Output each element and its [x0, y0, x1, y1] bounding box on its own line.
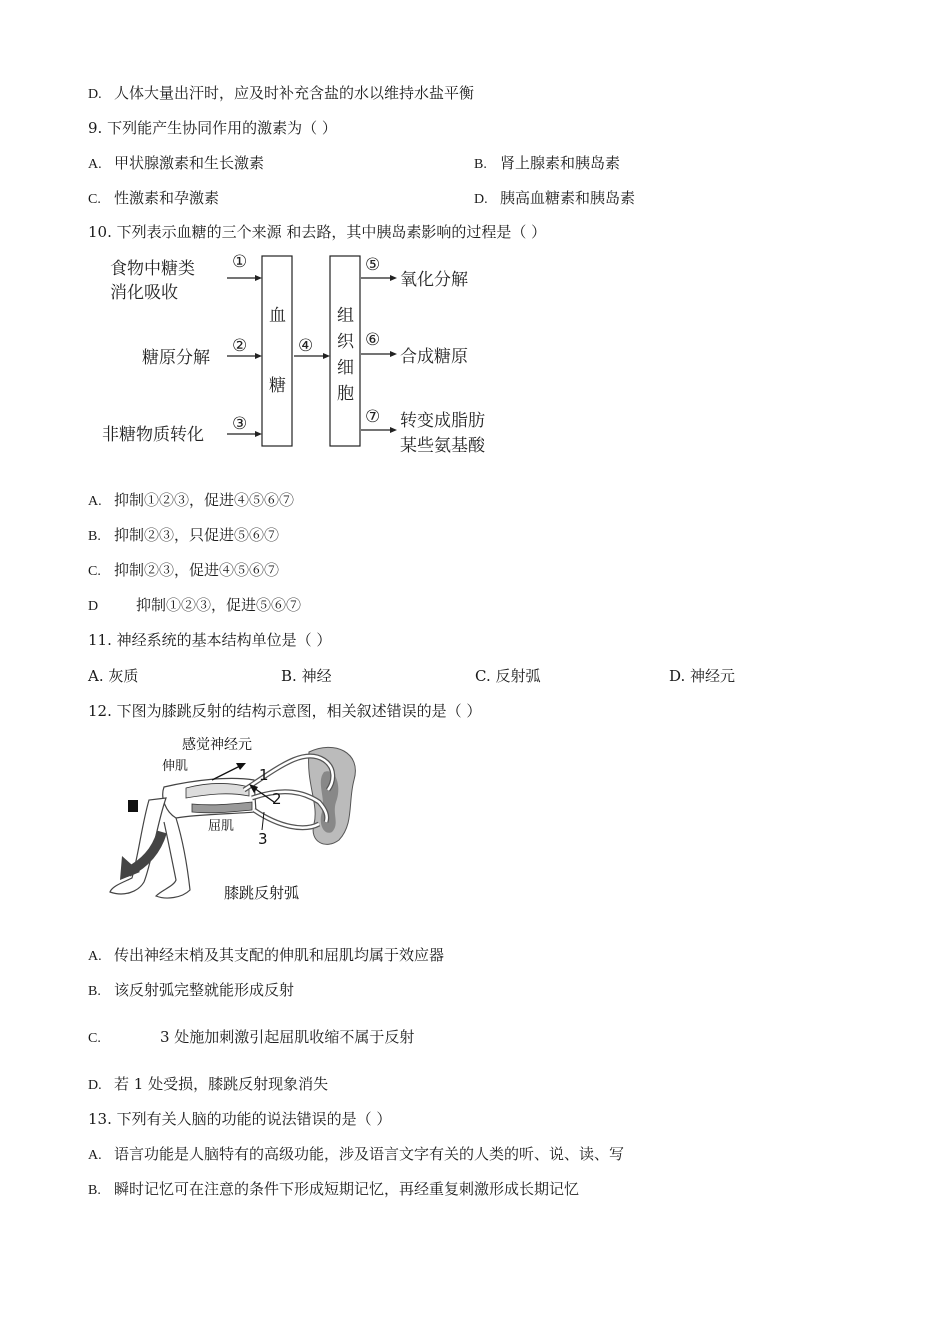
- out5-text: 氧化分解: [400, 270, 468, 290]
- option-text: 抑制②③，促进④⑤⑥⑦: [114, 561, 280, 579]
- option-text: 甲状腺激素和生长激素: [114, 154, 265, 172]
- tissue-label-2: 织: [337, 332, 354, 352]
- option-label: B.: [88, 984, 101, 999]
- option-label: B.: [474, 157, 487, 172]
- option-text: 3 处施加刺激引起屈肌收缩不属于反射: [160, 1028, 415, 1046]
- circle-num-7: ⑦: [365, 407, 381, 427]
- circle-num-4: ④: [298, 336, 314, 356]
- out7-text-line2: 某些氨基酸: [400, 436, 485, 456]
- option-text: 抑制②③，只促进⑤⑥⑦: [114, 526, 280, 544]
- figure-caption: 膝跳反射弧: [224, 884, 300, 902]
- q11-option-a: [88, 665, 138, 686]
- blood-label-2: 糖: [269, 376, 286, 396]
- circle-num-1: ①: [232, 252, 248, 272]
- option-text: 抑制①②③，促进④⑤⑥⑦: [114, 491, 295, 509]
- knee-hammer: [128, 800, 138, 812]
- tissue-label-1: 组: [337, 306, 354, 326]
- source1-text-line2: 消化吸收: [110, 283, 178, 303]
- option-text: 抑制①②③，促进⑤⑥⑦: [136, 596, 302, 614]
- option-text: 灰质: [108, 667, 139, 685]
- q10-option-c: [88, 559, 279, 580]
- q12-stem: 12. 下图为膝跳反射的结构示意图，相关叙述错误的是（ ）: [88, 702, 482, 720]
- option-label: A.: [88, 157, 102, 172]
- option-label: A.: [88, 494, 102, 509]
- q11-option-d: [669, 665, 735, 686]
- option-text: 人体大量出汗时，应及时补充含盐的水以维持水盐平衡: [114, 84, 475, 102]
- blood-label-1: 血: [269, 306, 286, 326]
- option-text: 瞬时记忆可在注意的条件下形成短期记忆，再经重复刺激形成长期记忆: [114, 1180, 580, 1198]
- circle-num-6: ⑥: [365, 330, 381, 350]
- option-label: B.: [88, 529, 101, 544]
- q12-option-a: [88, 944, 444, 965]
- circle-num-3: ③: [232, 414, 248, 434]
- option-label: C.: [88, 192, 101, 207]
- q12-option-b: [88, 979, 294, 1000]
- q9-option-d: [474, 187, 635, 208]
- figure-num-3: 3: [258, 830, 268, 848]
- option-text: 语言功能是人脑特有的高级功能，涉及语言文字有关的人类的听、说、读、写: [114, 1145, 625, 1163]
- q13-stem: 13. 下列有关人脑的功能的说法错误的是（ ）: [88, 1110, 392, 1128]
- tissue-label-4: 胞: [337, 384, 354, 404]
- blood-sugar-diagram: [100, 248, 510, 463]
- q10-option-b: [88, 524, 279, 545]
- knee-jerk-reflex-figure: [104, 732, 374, 912]
- option-text: 胰高血糖素和胰岛素: [500, 189, 636, 207]
- sensory-neuron-label: 感觉神经元: [182, 737, 252, 753]
- circle-num-5: ⑤: [365, 255, 381, 275]
- q8-option-d: [88, 82, 474, 103]
- option-text: 神经元: [690, 667, 736, 685]
- source1-text-line1: 食物中糖类: [110, 259, 195, 279]
- q10-option-a: [88, 489, 294, 510]
- option-label: D.: [88, 87, 102, 102]
- option-label: C.: [88, 1031, 101, 1046]
- option-label: D.: [474, 192, 488, 207]
- blood-sugar-box: [262, 256, 292, 446]
- option-label: D.: [669, 667, 686, 685]
- option-label: C.: [475, 667, 491, 685]
- q9-option-a: [88, 152, 264, 173]
- option-label: C.: [88, 564, 101, 579]
- option-label: A.: [88, 1148, 102, 1163]
- option-text: 该反射弧完整就能形成反射: [114, 981, 295, 999]
- option-text: 肾上腺素和胰岛素: [500, 154, 621, 172]
- q13-option-a: [88, 1143, 624, 1164]
- option-text: 反射弧: [495, 667, 541, 685]
- option-text: 若 1 处受损，膝跳反射现象消失: [114, 1075, 329, 1093]
- extensor-label: 伸肌: [162, 759, 189, 774]
- second-leg-shape: [156, 818, 190, 898]
- q12-option-d: [88, 1073, 328, 1094]
- q11-option-b: [281, 665, 332, 686]
- q9-option-b: [474, 152, 620, 173]
- circle-num-2: ②: [232, 336, 248, 356]
- option-label: B.: [88, 1183, 101, 1198]
- q9-option-c: [88, 187, 219, 208]
- flexor-label: 屈肌: [208, 819, 235, 834]
- q12-option-c: [88, 1026, 414, 1047]
- source2-text: 糖原分解: [142, 348, 210, 368]
- q9-stem: 9. 下列能产生协同作用的激素为（ ）: [88, 119, 337, 137]
- option-label: A.: [88, 667, 104, 685]
- q10-stem: 10. 下列表示血糖的三个来源 和去路，其中胰岛素影响的过程是（ ）: [88, 223, 547, 241]
- q10-option-d: [88, 594, 301, 615]
- out7-text-line1: 转变成脂肪: [400, 411, 485, 431]
- option-text: 传出神经末梢及其支配的伸肌和屈肌均属于效应器: [114, 946, 445, 964]
- out6-text: 合成糖原: [400, 347, 468, 367]
- source3-text: 非糖物质转化: [102, 425, 204, 445]
- tissue-label-3: 细: [337, 358, 354, 378]
- option-label: B.: [281, 667, 297, 685]
- option-label: D.: [88, 1078, 102, 1093]
- q11-stem: 11. 神经系统的基本结构单位是（ ）: [88, 631, 332, 649]
- option-label: A.: [88, 949, 102, 964]
- option-label: D: [88, 599, 99, 614]
- q11-option-c: [475, 665, 541, 686]
- q13-option-b: [88, 1178, 579, 1199]
- figure-num-1: 1: [259, 766, 269, 784]
- figure-num-2: 2: [272, 790, 282, 808]
- option-text: 性激素和孕激素: [114, 189, 220, 207]
- option-text: 神经: [301, 667, 332, 685]
